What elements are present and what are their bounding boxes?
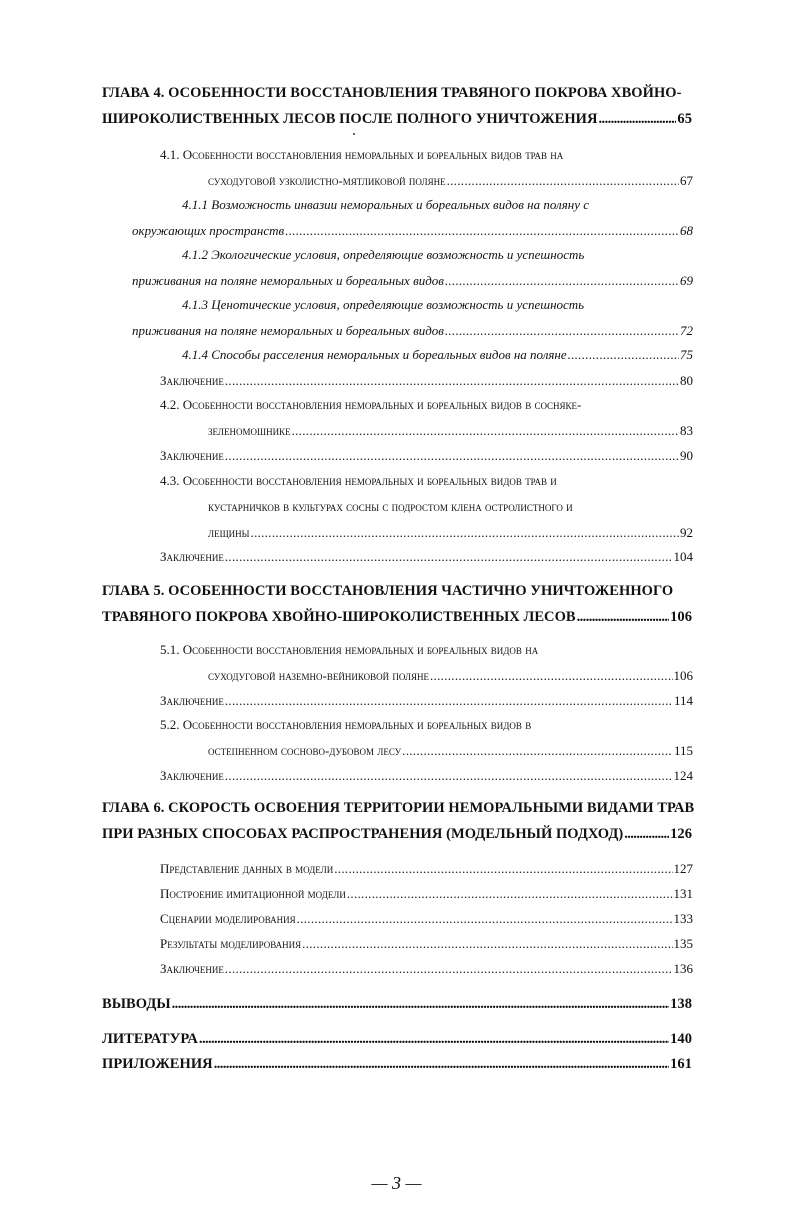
conclusion-page: 114 — [673, 693, 693, 708]
leader-dots — [225, 550, 673, 563]
leader-dots — [347, 887, 673, 900]
conclusion-label: Заключение — [160, 373, 224, 388]
subsection-4-1-3-text1: 4.1.3 Ценотические условия, определяющие возможность и успешность — [182, 297, 585, 312]
section-4-3-page: 92 — [680, 525, 693, 540]
chapter-6-item-label: Представление данных в модели — [160, 861, 334, 876]
chapter-6-item-label: Сценарии моделирования — [160, 911, 296, 926]
conclusions-entry[interactable] — [102, 997, 692, 1012]
chapter-6-item[interactable] — [160, 862, 693, 875]
leader-dots — [599, 112, 677, 127]
section-5-2-line1 — [160, 718, 531, 731]
conclusions-page: 138 — [670, 996, 692, 1012]
section-5-1-text2: суходуговой наземно-вейниковой поляне — [208, 668, 429, 683]
conclusion-4-2[interactable] — [160, 449, 693, 462]
leader-dots — [199, 1032, 669, 1047]
leader-dots — [214, 1057, 669, 1072]
conclusion-5-2[interactable] — [160, 769, 693, 782]
chapter-6-item[interactable] — [160, 887, 693, 900]
subsection-4-1-2-page: 69 — [680, 273, 693, 288]
chapter-6-item[interactable] — [160, 962, 693, 975]
section-4-3-text3: лещины — [208, 525, 250, 540]
leader-dots — [624, 827, 669, 842]
chapter-6-title-line2[interactable] — [102, 827, 692, 842]
section-5-2-text1: 5.2. Особенности восстановления неморальных и бореальных видов в — [160, 717, 532, 732]
chapter-6-item[interactable] — [160, 937, 693, 950]
subsection-4-1-1-line2[interactable] — [132, 224, 693, 237]
conclusion-page: 124 — [673, 768, 693, 783]
leader-dots — [225, 449, 679, 462]
leader-dots — [430, 669, 673, 682]
conclusion-page: 90 — [680, 448, 693, 463]
section-4-3-line1 — [160, 474, 557, 487]
conclusion-label: Заключение — [160, 549, 224, 564]
chapter-6-item-label: Заключение — [160, 961, 224, 976]
section-4-3-line2 — [208, 500, 573, 513]
leader-dots — [297, 912, 673, 925]
subsection-4-1-1-text2: окружающих пространств — [132, 223, 285, 238]
leader-dots — [334, 862, 672, 875]
chapter-6-item-page: 133 — [673, 911, 693, 926]
chapter-5-title-line2[interactable] — [102, 610, 692, 625]
conclusion-5-1[interactable] — [160, 694, 693, 707]
section-5-1-text1: 5.1. Особенности восстановления неморальных и бореальных видов на — [160, 642, 539, 657]
subsection-4-1-4[interactable] — [182, 348, 693, 361]
conclusions-label: ВЫВОДЫ — [102, 996, 171, 1012]
subsection-4-1-4-page: 75 — [680, 347, 693, 362]
chapter-6-item-label: Результаты моделирования — [160, 936, 302, 951]
section-4-1-page: 67 — [680, 173, 693, 188]
section-4-3-line3[interactable] — [208, 526, 693, 539]
section-4-1-text1: 4.1. Особенности восстановления неморальных и бореальных видов трав на — [160, 147, 564, 162]
section-5-2-line2[interactable] — [208, 744, 693, 757]
section-5-2-text2: остепненном сосново-дубовом лесу — [208, 743, 402, 758]
conclusion-label: Заключение — [160, 448, 224, 463]
section-5-2-page: 115 — [673, 743, 693, 758]
leader-dots — [292, 424, 679, 437]
section-4-2-line1 — [160, 398, 581, 411]
chapter-4-title-text2: ШИРОКОЛИСТВЕННЫХ ЛЕСОВ ПОСЛЕ ПОЛНОГО УНИЧТОЖЕНИЯ — [102, 111, 598, 127]
leader-dots — [445, 274, 679, 287]
chapter-6-title-text2: ПРИ РАЗНЫХ СПОСОБАХ РАСПРОСТРАНЕНИЯ (МОДЕЛЬНЫЙ ПОДХОД) — [102, 826, 624, 842]
leader-dots — [225, 769, 673, 782]
leader-dots — [225, 962, 673, 975]
page-number: — 3 — — [371, 1173, 422, 1193]
literature-label: ЛИТЕРАТУРА — [102, 1031, 198, 1047]
section-5-1-line2[interactable] — [208, 669, 693, 682]
leader-dots — [225, 374, 679, 387]
appendices-page: 161 — [670, 1056, 692, 1072]
subsection-4-1-1-text1: 4.1.1 Возможность инвазии неморальных и бореальных видов на поляну с — [182, 197, 589, 212]
chapter-6-item-label: Построение имитационной модели — [160, 886, 346, 901]
section-4-1-line1 — [160, 148, 563, 161]
section-4-1-text2: суходуговой узколистно-мятликовой поляне — [208, 173, 446, 188]
appendices-label: ПРИЛОЖЕНИЯ — [102, 1056, 213, 1072]
conclusion-page: 104 — [673, 549, 693, 564]
chapter-6-title-text1: ГЛАВА 6. СКОРОСТЬ ОСВОЕНИЯ ТЕРРИТОРИИ НЕМОРАЛЬНЫМИ ВИДАМИ ТРАВ — [102, 800, 695, 816]
literature-page: 140 — [670, 1031, 692, 1047]
chapter-5-page: 106 — [670, 609, 692, 625]
subsection-4-1-2-text1: 4.1.2 Экологические условия, определяющие возможность и успешность — [182, 247, 585, 262]
scan-speck — [353, 133, 355, 135]
subsection-4-1-4-text: 4.1.4 Способы расселения неморальных и бореальных видов на поляне — [182, 347, 567, 362]
chapter-5-title-text1: ГЛАВА 5. ОСОБЕННОСТИ ВОССТАНОВЛЕНИЯ ЧАСТИЧНО УНИЧТОЖЕННОГО — [102, 583, 674, 599]
leader-dots — [251, 526, 679, 539]
chapter-4-page: 65 — [677, 111, 692, 127]
leader-dots — [577, 610, 669, 625]
subsection-4-1-2-text2: приживания на поляне неморальных и бореальных видов — [132, 273, 444, 288]
leader-dots — [285, 224, 679, 237]
chapter-4-title-text1: ГЛАВА 4. ОСОБЕННОСТИ ВОССТАНОВЛЕНИЯ ТРАВЯНОГО ПОКРОВА ХВОЙНО- — [102, 85, 682, 101]
chapter-6-item-page: 131 — [673, 886, 693, 901]
chapter-5-title-text2: ТРАВЯНОГО ПОКРОВА ХВОЙНО-ШИРОКОЛИСТВЕННЫХ ЛЕСОВ — [102, 609, 576, 625]
subsection-4-1-3-text2: приживания на поляне неморальных и бореальных видов — [132, 323, 444, 338]
section-4-2-text2: зеленомошнике — [208, 423, 291, 438]
leader-dots — [225, 694, 673, 707]
chapter-6-item-page: 136 — [673, 961, 693, 976]
section-4-2-page: 83 — [680, 423, 693, 438]
chapter-6-item[interactable] — [160, 912, 693, 925]
section-4-3-text2: кустарничков в культурах сосны с подростом клена остролистного и — [208, 499, 573, 514]
chapter-5-title-line1 — [102, 584, 673, 599]
chapter-6-item-page: 135 — [673, 936, 693, 951]
section-4-2-line2[interactable] — [208, 424, 693, 437]
leader-dots — [172, 997, 669, 1012]
subsection-4-1-2-line1 — [182, 248, 584, 261]
conclusion-label: Заключение — [160, 768, 224, 783]
chapter-4-title-line1 — [102, 86, 682, 101]
section-4-1-line2[interactable] — [208, 174, 693, 187]
subsection-4-1-3-line1 — [182, 298, 584, 311]
conclusion-4-1[interactable] — [160, 374, 693, 387]
literature-entry[interactable] — [102, 1032, 692, 1047]
subsection-4-1-2-line2[interactable] — [132, 274, 693, 287]
conclusion-page: 80 — [680, 373, 693, 388]
chapter-4-title-line2[interactable] — [102, 112, 692, 127]
section-5-1-page: 106 — [673, 668, 693, 683]
leader-dots — [447, 174, 679, 187]
leader-dots — [402, 744, 673, 757]
section-4-2-text1: 4.2. Особенности восстановления неморальных и бореальных видов в сосняке- — [160, 397, 582, 412]
subsection-4-1-3-page: 72 — [680, 323, 693, 338]
chapter-6-page: 126 — [670, 826, 692, 842]
leader-dots — [302, 937, 672, 950]
conclusion-4-3[interactable] — [160, 550, 693, 563]
appendices-entry[interactable] — [102, 1057, 692, 1072]
subsection-4-1-1-page: 68 — [680, 223, 693, 238]
conclusion-label: Заключение — [160, 693, 224, 708]
section-4-3-text1: 4.3. Особенности восстановления неморальных и бореальных видов трав и — [160, 473, 557, 488]
leader-dots — [445, 324, 679, 337]
chapter-6-title-line1 — [102, 801, 694, 816]
leader-dots — [568, 348, 679, 361]
chapter-6-item-page: 127 — [673, 861, 693, 876]
subsection-4-1-3-line2[interactable] — [132, 324, 693, 337]
section-5-1-line1 — [160, 643, 538, 656]
subsection-4-1-1-line1 — [182, 198, 589, 211]
